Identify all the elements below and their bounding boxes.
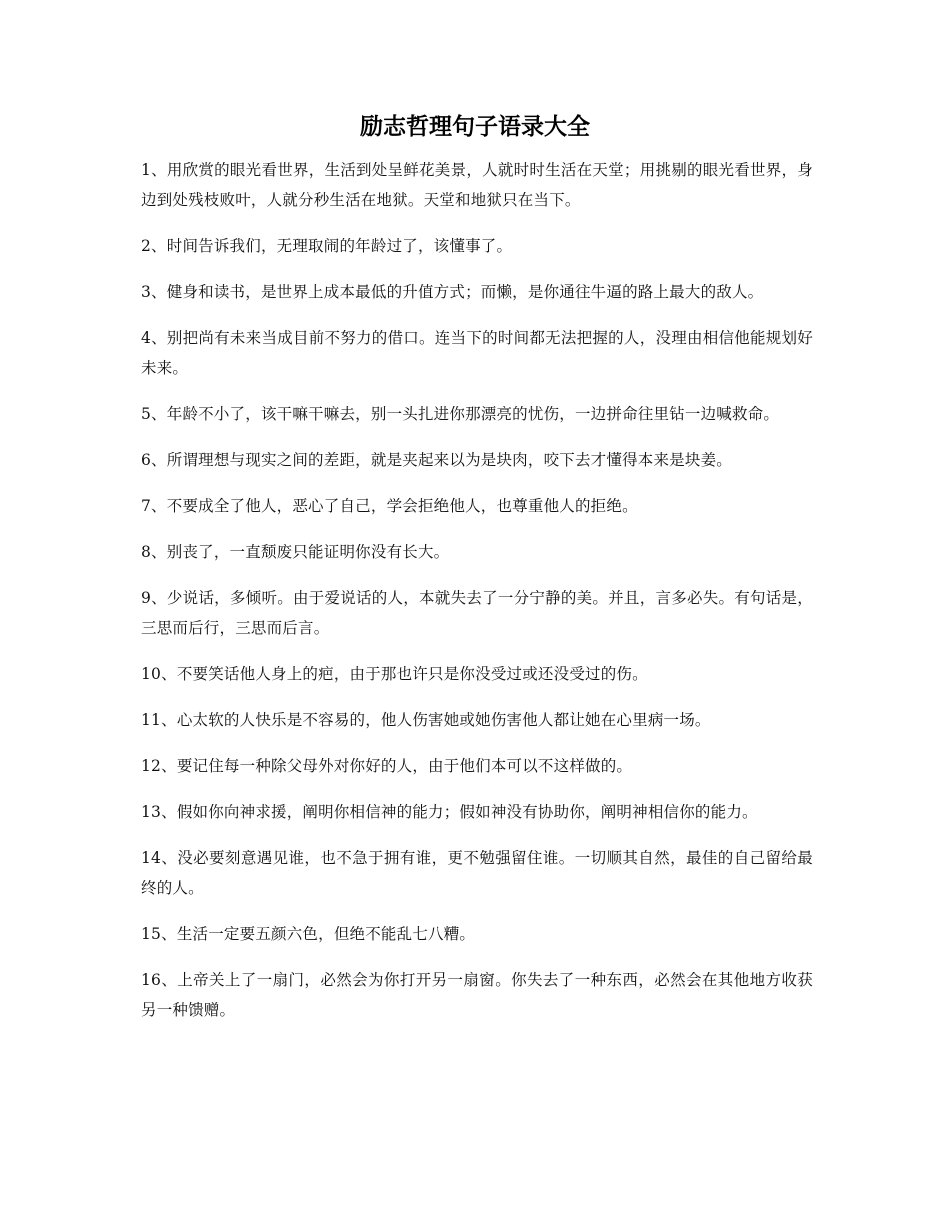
quote-item-12: 12、要记住每一种除父母外对你好的人，由于他们本可以不这样做的。: [141, 757, 633, 775]
quote-item-10: 10、不要笑话他人身上的疤，由于那也许只是你没受过或还没受过的伤。: [141, 665, 648, 683]
quote-item-5: 5、年龄不小了，该干嘛干嘛去，别一头扎进你那漂亮的忧伤，一边拼命往里钻一边喊救命。: [141, 405, 780, 423]
quote-item-7: 7、不要成全了他人，恶心了自己，学会拒绝他人，也尊重他人的拒绝。: [141, 497, 638, 515]
quote-item-1: 1、用欣赏的眼光看世界，生活到处呈鲜花美景，人就时时生活在天堂；用挑剔的眼光看世界，身边到处残枝败叶，人就分秒生活在地狱。天堂和地狱只在当下。: [141, 161, 813, 209]
quote-item-16: 16、上帝关上了一扇门，必然会为你打开另一扇窗。你失去了一种东西，必然会在其他地方收获另一种馈赠。: [141, 971, 813, 1019]
page-title: 励志哲理句子语录大全: [360, 113, 590, 140]
quote-item-2: 2、时间告诉我们，无理取闹的年龄过了，该懂事了。: [141, 237, 513, 255]
quote-item-8: 8、别丧了，一直颓废只能证明你没有长大。: [141, 543, 450, 561]
quote-item-14: 14、没必要刻意遇见谁，也不急于拥有谁，更不勉强留住谁。一切顺其自然，最佳的自己留给最终的人。: [141, 849, 813, 897]
quote-item-13: 13、假如你向神求援，阐明你相信神的能力；假如神没有协助你，阐明神相信你的能力。: [141, 803, 758, 821]
quote-item-4: 4、别把尚有未来当成目前不努力的借口。连当下的时间都无法把握的人，没理由相信他能规划好未来。: [141, 329, 813, 377]
quote-list: [141, 155, 813, 1041]
quote-item-15: 15、生活一定要五颜六色，但绝不能乱七八糟。: [141, 925, 476, 943]
quote-item-11: 11、心太软的人快乐是不容易的，他人伤害她或她伤害他人都让她在心里病一场。: [141, 711, 711, 729]
quote-item-9: 9、少说话，多倾听。由于爱说话的人，本就失去了一分宁静的美。并且，言多必失。有句话是，三思而后行，三思而后言。: [141, 589, 813, 637]
quote-item-6: 6、所谓理想与现实之间的差距，就是夹起来以为是块肉，咬下去才懂得本来是块姜。: [141, 451, 732, 469]
quote-item-3: 3、健身和读书，是世界上成本最低的升值方式；而懒，是你通往牛逼的路上最大的敌人。: [141, 283, 764, 301]
